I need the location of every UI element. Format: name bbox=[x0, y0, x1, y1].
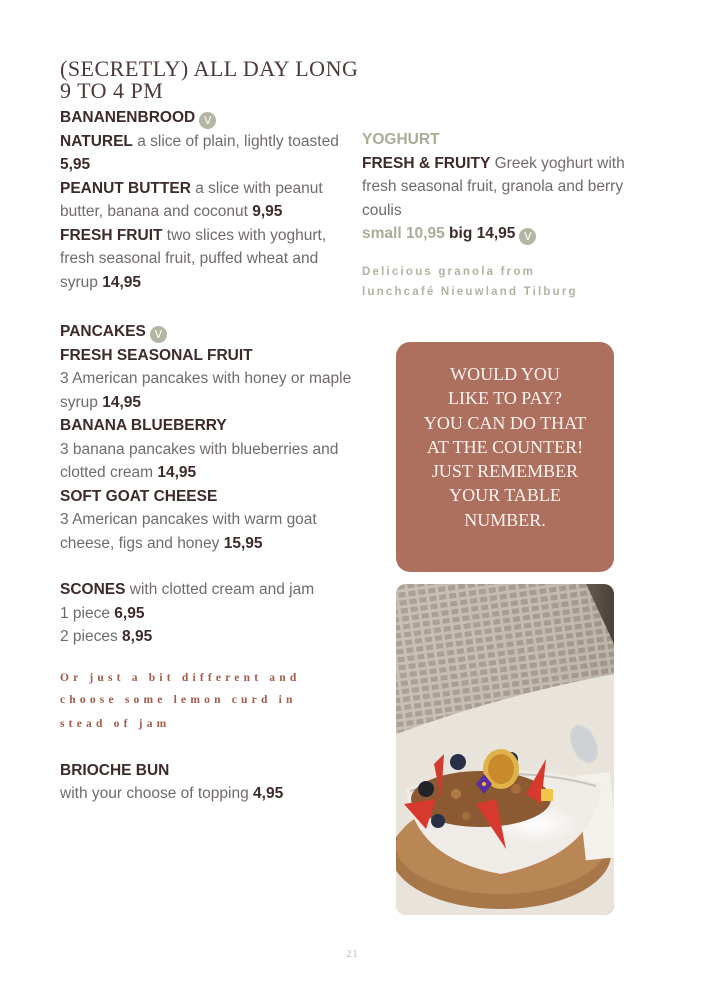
option-price: 6,95 bbox=[114, 604, 145, 622]
item-price: 14,95 bbox=[102, 393, 142, 411]
item-description: two slices with yoghurt, fresh seasonal fruit, puffed wheat and syrup bbox=[60, 226, 327, 291]
note-line: choose some lemon curd in bbox=[60, 693, 297, 706]
price-option bbox=[60, 625, 360, 649]
item-price: 14,95 bbox=[157, 464, 197, 481]
item-description: with your choose of topping bbox=[60, 785, 249, 802]
menu-item bbox=[60, 782, 360, 806]
food-photo-illustration bbox=[396, 584, 614, 915]
menu-item bbox=[60, 344, 360, 415]
section-brioche bbox=[60, 759, 360, 806]
option-label: 2 pieces bbox=[60, 628, 118, 645]
page-title bbox=[60, 58, 358, 102]
item-name: FRESH SEASONAL FRUIT bbox=[60, 346, 253, 364]
item-description: 3 American pancakes with honey or maple syrup bbox=[60, 370, 352, 411]
note-line: Delicious granola from bbox=[362, 265, 536, 278]
price-option bbox=[60, 602, 360, 626]
section-heading-label: BANANENBROOD bbox=[60, 109, 196, 126]
section-pancakes bbox=[60, 320, 360, 555]
item-description: a slice with peanut butter, banana and coconut bbox=[60, 179, 323, 220]
spacer bbox=[60, 735, 360, 759]
menu-item bbox=[362, 152, 662, 223]
page-number: 21 bbox=[346, 949, 359, 960]
card-line: LIKE TO PAY? bbox=[447, 388, 563, 409]
item-name: FRESH & FRUITY bbox=[362, 154, 491, 172]
section-bananenbrood bbox=[60, 106, 360, 294]
section-yoghurt bbox=[362, 128, 662, 302]
option-price: 8,95 bbox=[122, 628, 153, 645]
item-description: a slice of plain, lightly toasted bbox=[137, 132, 339, 150]
menu-item bbox=[60, 224, 360, 295]
section-heading bbox=[60, 106, 360, 130]
section-scones bbox=[60, 578, 360, 735]
item-description: 3 American pancakes with warm goat cheese, figs and honey bbox=[60, 511, 317, 552]
section-heading-label: PANCAKES bbox=[60, 323, 146, 340]
vegetarian-icon: V bbox=[519, 228, 536, 245]
vegetarian-icon: V bbox=[150, 326, 167, 343]
note-line: stead of jam bbox=[60, 717, 171, 730]
item-name: SOFT GOAT CHEESE bbox=[60, 487, 218, 505]
price-small: small 10,95 bbox=[362, 225, 445, 242]
item-name: BRIOCHE BUN bbox=[60, 761, 170, 779]
item-price: 4,95 bbox=[253, 785, 284, 802]
menu-item bbox=[60, 485, 360, 556]
item-name: SCONES bbox=[60, 581, 126, 598]
right-column bbox=[362, 128, 662, 302]
granola-note bbox=[362, 262, 662, 302]
spacer bbox=[60, 649, 360, 667]
item-description: with clotted cream and jam bbox=[129, 581, 315, 598]
menu-item bbox=[60, 130, 360, 177]
price-big: big 14,95 bbox=[449, 225, 516, 242]
note-line: Or just a bit different and bbox=[60, 671, 301, 684]
item-name: NATUREL bbox=[60, 132, 133, 150]
card-line: WOULD YOU bbox=[450, 364, 560, 384]
spacer bbox=[60, 294, 360, 320]
page-title-line-2: 9 TO 4 PM bbox=[60, 78, 164, 103]
yoghurt-prices bbox=[362, 222, 662, 246]
spacer bbox=[60, 555, 360, 578]
yoghurt-bowl-photo bbox=[396, 584, 614, 915]
pay-at-counter-card bbox=[396, 342, 614, 572]
card-line: JUST REMEMBER bbox=[431, 461, 579, 482]
vegetarian-icon: V bbox=[199, 112, 216, 129]
card-line: YOUR TABLE bbox=[449, 485, 561, 506]
item-price: 9,95 bbox=[252, 203, 283, 220]
item-name: PEANUT BUTTER bbox=[60, 179, 191, 197]
item-description: Greek yoghurt with fresh seasonal fruit, granola and berry coulis bbox=[362, 154, 625, 219]
card-line: YOU CAN DO THAT bbox=[423, 412, 587, 433]
item-price: 14,95 bbox=[102, 273, 142, 291]
menu-item bbox=[60, 578, 360, 602]
item-name: FRESH FRUIT bbox=[60, 226, 163, 244]
item-price: 15,95 bbox=[223, 534, 263, 552]
note-line: lunchcafé Nieuwland Tilburg bbox=[362, 285, 578, 298]
section-heading bbox=[60, 320, 360, 344]
left-column bbox=[60, 106, 360, 806]
card-line: AT THE COUNTER! bbox=[426, 436, 584, 457]
card-line: NUMBER. bbox=[464, 509, 546, 530]
scones-note bbox=[60, 667, 360, 735]
item-description: 3 banana pancakes with blueberries and clotted cream bbox=[60, 440, 339, 481]
menu-item bbox=[60, 177, 360, 224]
item-price: 5,95 bbox=[60, 156, 91, 173]
page-title-line-1: (SECRETLY) ALL DAY LONG bbox=[60, 56, 359, 81]
section-heading: YOGHURT bbox=[362, 131, 440, 148]
menu-item bbox=[60, 414, 360, 485]
item-name: BANANA BLUEBERRY bbox=[60, 417, 227, 434]
option-label: 1 piece bbox=[60, 604, 110, 622]
